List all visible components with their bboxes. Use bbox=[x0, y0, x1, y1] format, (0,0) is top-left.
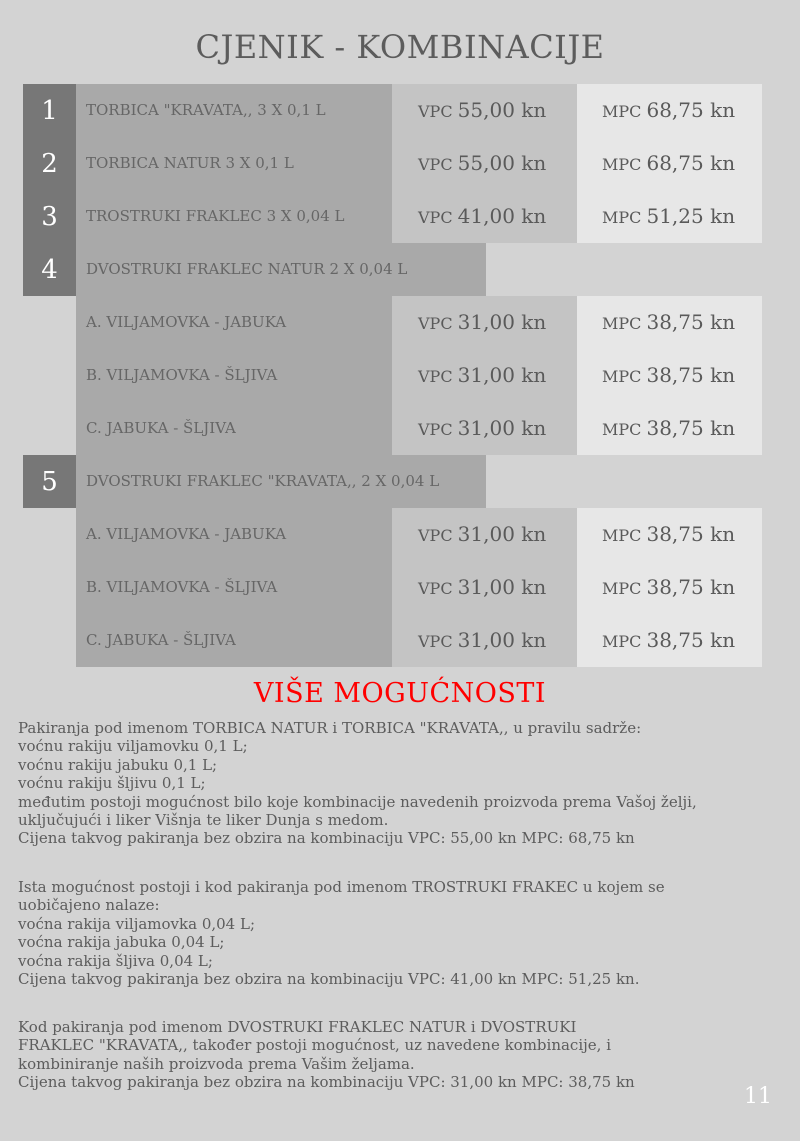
paragraph-line: voćna rakija jabuka 0,04 L; bbox=[18, 933, 225, 952]
table-row bbox=[0, 614, 800, 667]
mpc-prefix: MPC bbox=[602, 367, 642, 386]
vpc-prefix: VPC bbox=[418, 102, 453, 121]
product-label: C. JABUKA - ŠLJIVA bbox=[86, 419, 236, 437]
table-row bbox=[0, 508, 800, 561]
mpc-prefix: MPC bbox=[602, 632, 642, 651]
vpc-price bbox=[418, 561, 546, 614]
paragraph-line: uključujući i liker Višnja te liker Dunja s medom. bbox=[18, 811, 389, 830]
paragraph-line: međutim postoji mogućnost bilo koje kombinacije navedenih proizvoda prema Vašoj želji, bbox=[18, 792, 697, 811]
mpc-prefix: MPC bbox=[602, 526, 642, 545]
vpc-amount: 31,00 kn bbox=[457, 416, 547, 440]
mpc-prefix: MPC bbox=[602, 155, 642, 174]
vpc-prefix: VPC bbox=[418, 314, 453, 333]
vpc-prefix: VPC bbox=[418, 420, 453, 439]
vpc-price bbox=[418, 349, 546, 402]
paragraph-line: voćnu rakiju šljivu 0,1 L; bbox=[18, 774, 206, 793]
mpc-prefix: MPC bbox=[602, 102, 642, 121]
paragraph-torbica bbox=[18, 719, 788, 848]
mpc-amount: 38,75 kn bbox=[646, 628, 736, 652]
product-label: A. VILJAMOVKA - JABUKA bbox=[86, 313, 287, 331]
table-row bbox=[0, 137, 800, 190]
paragraph-line: Pakiranja pod imenom TORBICA NATUR i TORBICA "KRAVATA,, u pravilu sadrže: bbox=[18, 719, 642, 737]
paragraph-line: Ista mogućnost postoji i kod pakiranja pod imenom TROSTRUKI FRAKEC u kojem se bbox=[18, 878, 665, 896]
mpc-prefix: MPC bbox=[602, 314, 642, 333]
product-label: DVOSTRUKI FRAKLEC NATUR 2 X 0,04 L bbox=[86, 260, 408, 278]
vpc-price bbox=[418, 614, 546, 667]
row-number: 1 bbox=[23, 84, 76, 137]
mpc-prefix: MPC bbox=[602, 420, 642, 439]
vpc-amount: 41,00 kn bbox=[457, 204, 547, 228]
table-row bbox=[0, 349, 800, 402]
paragraph-line: Kod pakiranja pod imenom DVOSTRUKI FRAKLEC NATUR i DVOSTRUKI bbox=[18, 1018, 577, 1036]
product-label: B. VILJAMOVKA - ŠLJIVA bbox=[86, 366, 278, 384]
table-row bbox=[0, 296, 800, 349]
mpc-price bbox=[602, 402, 735, 455]
table-row bbox=[0, 561, 800, 614]
vpc-prefix: VPC bbox=[418, 208, 453, 227]
mpc-price bbox=[602, 349, 735, 402]
product-label: B. VILJAMOVKA - ŠLJIVA bbox=[86, 578, 278, 596]
paragraph-line: FRAKLEC "KRAVATA,, također postoji mogućnost, uz navedene kombinacije, i bbox=[18, 1036, 611, 1055]
vpc-price bbox=[418, 402, 546, 455]
mpc-price bbox=[602, 508, 735, 561]
mpc-price bbox=[602, 614, 735, 667]
mpc-amount: 38,75 kn bbox=[646, 310, 736, 334]
product-label: TORBICA "KRAVATA,, 3 X 0,1 L bbox=[86, 101, 326, 119]
paragraph-dvostruki bbox=[18, 1018, 788, 1092]
row-number: 3 bbox=[23, 190, 76, 243]
page-title: CJENIK - KOMBINACIJE bbox=[195, 28, 605, 66]
mpc-amount: 38,75 kn bbox=[646, 522, 736, 546]
more-options-title: VIŠE MOGUĆNOSTI bbox=[253, 678, 547, 709]
table-row bbox=[0, 402, 800, 455]
mpc-prefix: MPC bbox=[602, 579, 642, 598]
vpc-prefix: VPC bbox=[418, 632, 453, 651]
row-number: 4 bbox=[23, 243, 76, 296]
mpc-amount: 38,75 kn bbox=[646, 363, 736, 387]
vpc-price bbox=[418, 296, 546, 349]
paragraph-line: voćnu rakiju jabuku 0,1 L; bbox=[18, 755, 218, 774]
mpc-price bbox=[602, 137, 735, 190]
vpc-price bbox=[418, 84, 546, 137]
paragraph-trostruki bbox=[18, 878, 788, 988]
vpc-amount: 31,00 kn bbox=[457, 363, 547, 387]
mpc-price bbox=[602, 561, 735, 614]
mpc-amount: 68,75 kn bbox=[646, 98, 736, 122]
vpc-prefix: VPC bbox=[418, 579, 453, 598]
vpc-price bbox=[418, 190, 546, 243]
mpc-amount: 51,25 kn bbox=[646, 204, 736, 228]
product-label: C. JABUKA - ŠLJIVA bbox=[86, 631, 236, 649]
vpc-price bbox=[418, 508, 546, 561]
vpc-amount: 31,00 kn bbox=[457, 310, 547, 334]
paragraph-line: voćna rakija viljamovka 0,04 L; bbox=[18, 914, 256, 933]
product-label: DVOSTRUKI FRAKLEC "KRAVATA,, 2 X 0,04 L bbox=[86, 472, 440, 490]
row-number: 2 bbox=[23, 137, 76, 190]
vpc-price bbox=[418, 137, 546, 190]
mpc-price bbox=[602, 296, 735, 349]
paragraph-line: Cijena takvog pakiranja bez obzira na kombinaciju VPC: 31,00 kn MPC: 38,75 kn bbox=[18, 1073, 635, 1092]
vpc-amount: 55,00 kn bbox=[457, 151, 547, 175]
mpc-prefix: MPC bbox=[602, 208, 642, 227]
paragraph-line: Cijena takvog pakiranja bez obzira na kombinaciju VPC: 55,00 kn MPC: 68,75 kn bbox=[18, 829, 635, 848]
mpc-price bbox=[602, 84, 735, 137]
table-row bbox=[0, 84, 800, 137]
table-row bbox=[0, 455, 800, 508]
mpc-amount: 68,75 kn bbox=[646, 151, 736, 175]
mpc-price bbox=[602, 190, 735, 243]
paragraph-line: voćna rakija šljiva 0,04 L; bbox=[18, 951, 213, 970]
vpc-prefix: VPC bbox=[418, 367, 453, 386]
table-row bbox=[0, 190, 800, 243]
paragraph-line: kombiniranje naših proizvoda prema Vašim željama. bbox=[18, 1054, 415, 1073]
vpc-amount: 31,00 kn bbox=[457, 522, 547, 546]
vpc-amount: 31,00 kn bbox=[457, 575, 547, 599]
mpc-amount: 38,75 kn bbox=[646, 575, 736, 599]
product-label: A. VILJAMOVKA - JABUKA bbox=[86, 525, 287, 543]
product-label: TORBICA NATUR 3 X 0,1 L bbox=[86, 154, 294, 172]
row-number: 5 bbox=[23, 455, 76, 508]
product-label: TROSTRUKI FRAKLEC 3 X 0,04 L bbox=[86, 207, 345, 225]
vpc-amount: 55,00 kn bbox=[457, 98, 547, 122]
paragraph-line: uobičajeno nalaze: bbox=[18, 896, 160, 915]
vpc-amount: 31,00 kn bbox=[457, 628, 547, 652]
page-number: 11 bbox=[744, 1084, 772, 1109]
paragraph-line: voćnu rakiju viljamovku 0,1 L; bbox=[18, 737, 248, 756]
mpc-amount: 38,75 kn bbox=[646, 416, 736, 440]
vpc-prefix: VPC bbox=[418, 526, 453, 545]
vpc-prefix: VPC bbox=[418, 155, 453, 174]
table-row bbox=[0, 243, 800, 296]
paragraph-line: Cijena takvog pakiranja bez obzira na kombinaciju VPC: 41,00 kn MPC: 51,25 kn. bbox=[18, 970, 640, 989]
